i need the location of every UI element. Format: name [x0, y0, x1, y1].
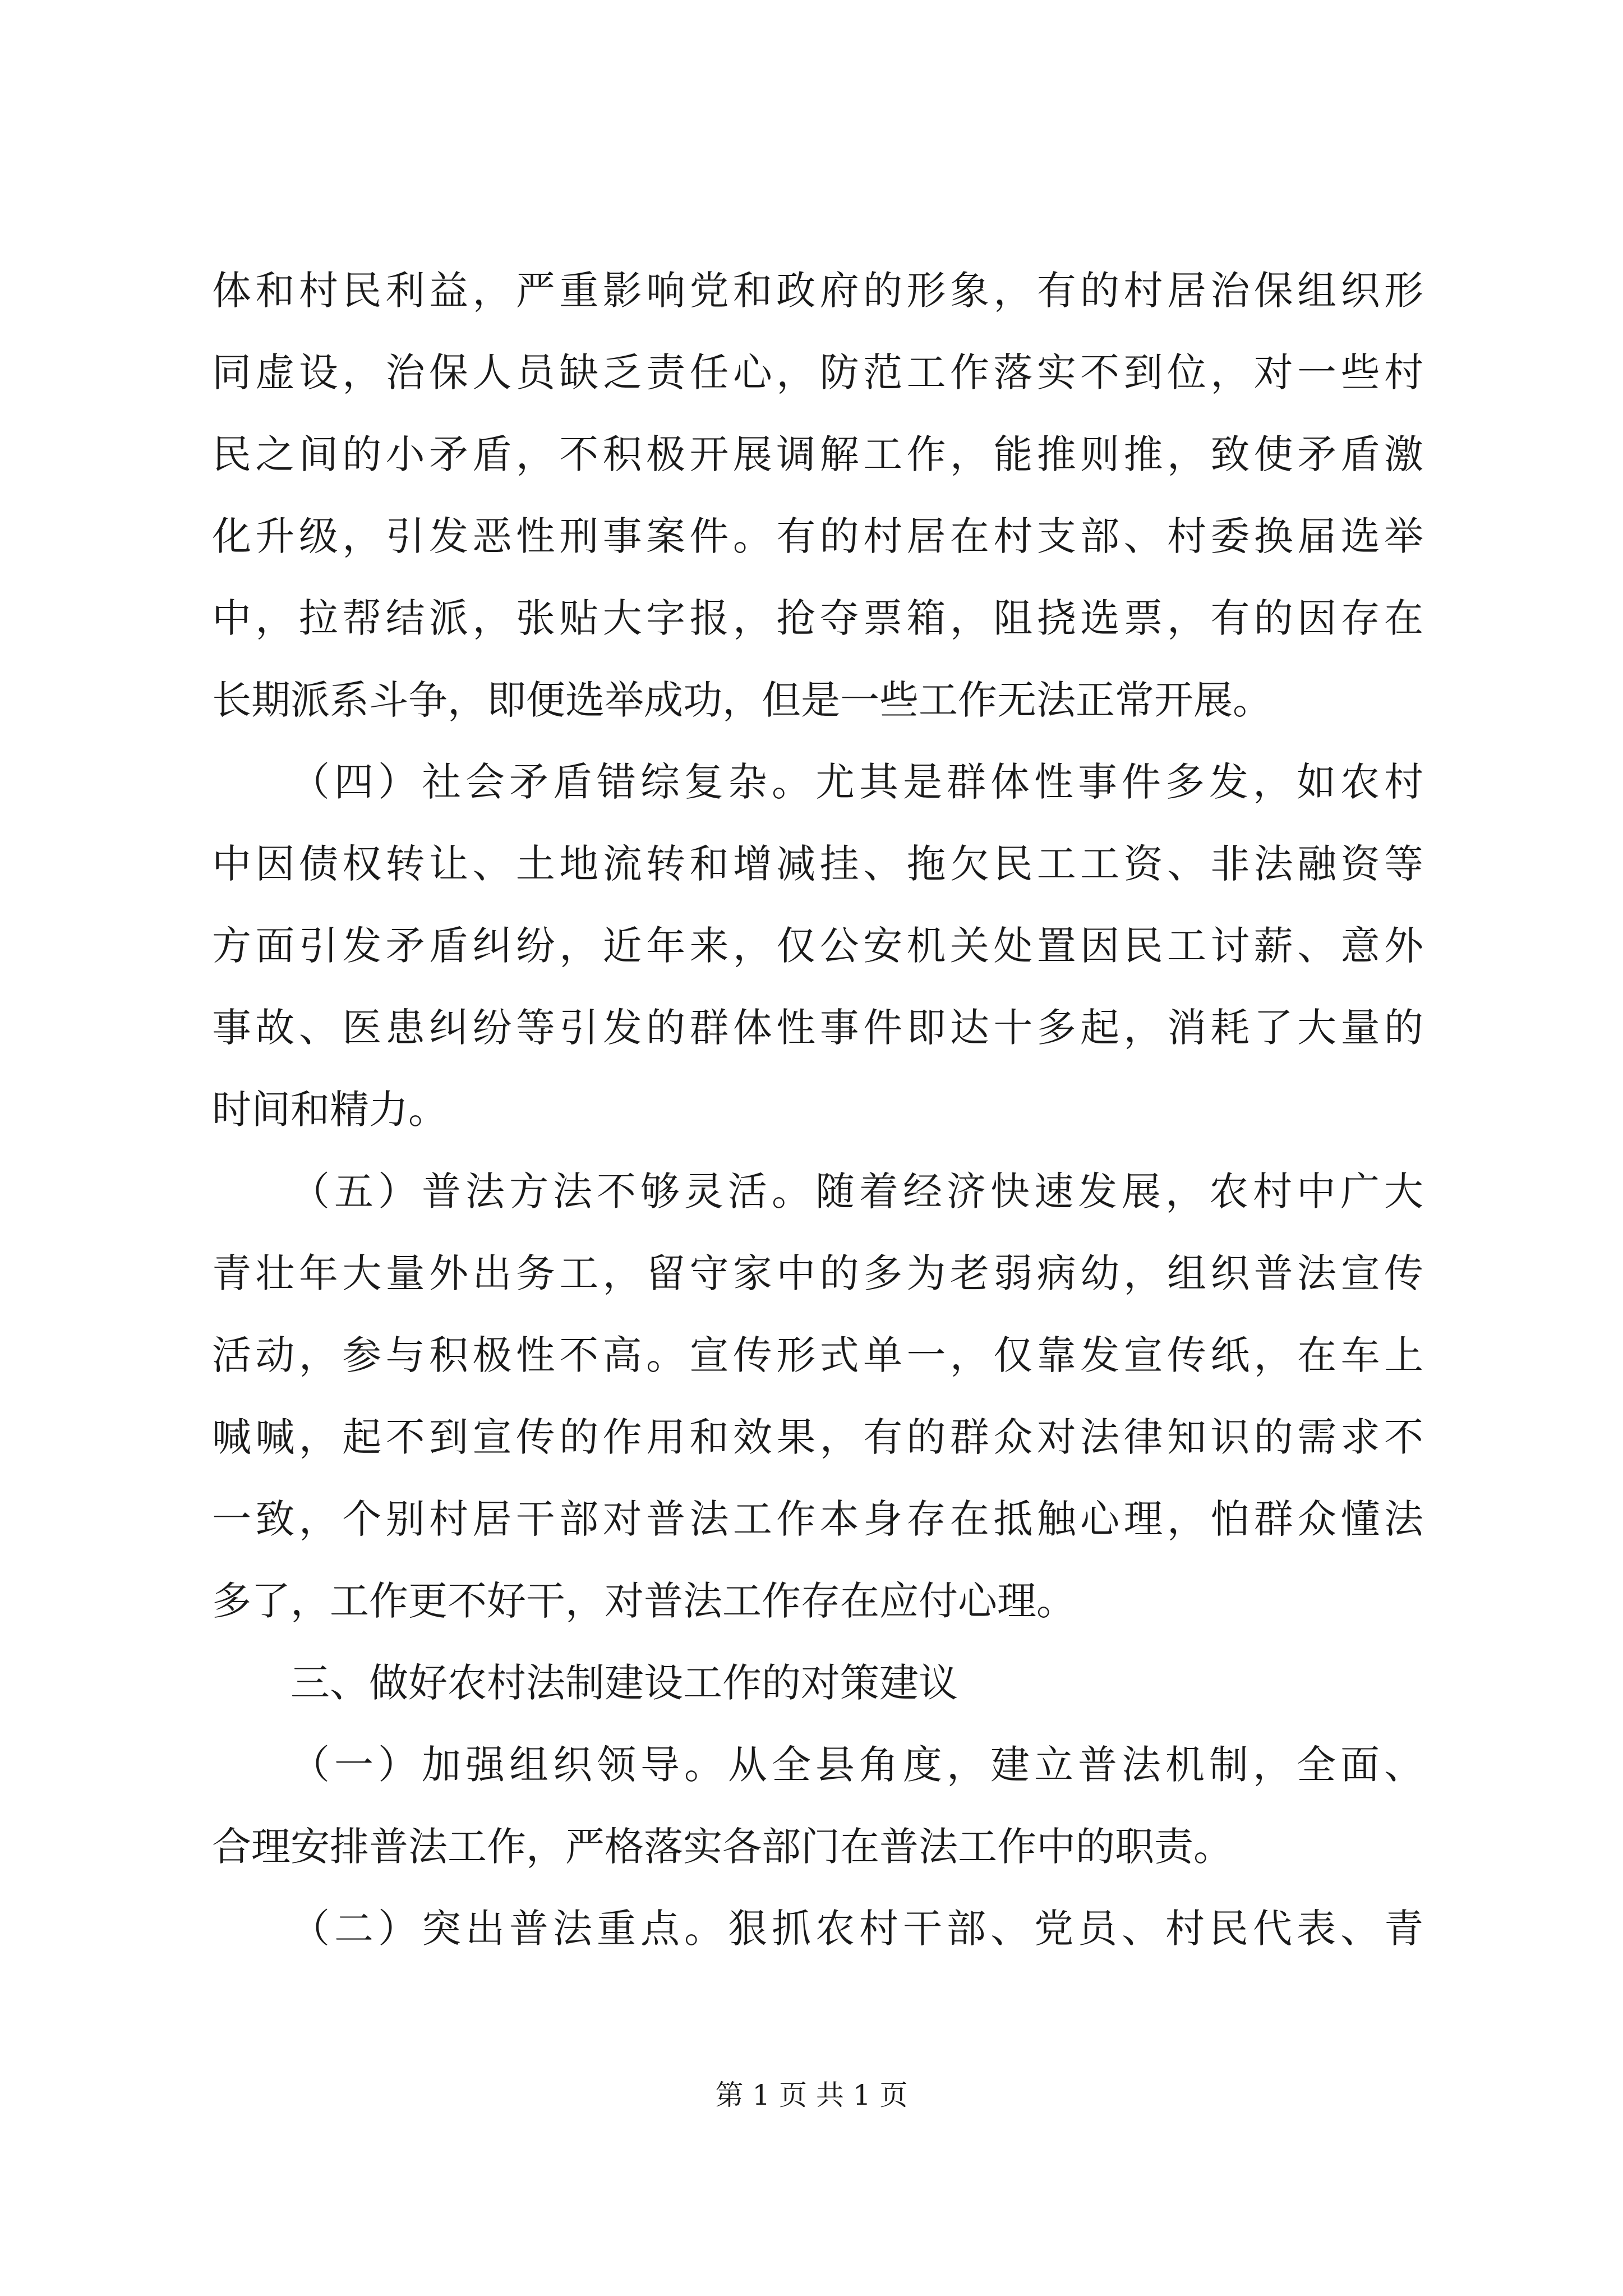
- text-line: 体和村民利益，严重影响党和政府的形象，有的村居治保组织形: [212, 268, 1423, 314]
- text-line: 一致，个别村居干部对普法工作本身存在抵触心理，怕群众懂法: [212, 1496, 1423, 1542]
- text-line: 喊喊，起不到宣传的作用和效果，有的群众对法律知识的需求不: [212, 1414, 1423, 1460]
- text-line: 中因债权转让、土地流转和增减挂、拖欠民工工资、非法融资等: [212, 841, 1423, 887]
- paragraph-heading-line: （四）社会矛盾错综复杂。尤其是群体性事件多发，如农村: [291, 759, 1423, 805]
- text-line: 事故、医患纠纷等引发的群体性事件即达十多起，消耗了大量的: [212, 1005, 1423, 1051]
- page-number: 第 1 页 共 1 页: [715, 2079, 908, 2111]
- document-body: [212, 250, 1423, 1970]
- text-line: 活动，参与积极性不高。宣传形式单一，仅靠发宣传纸，在车上: [212, 1332, 1423, 1378]
- text-line: 化升级，引发恶性刑事案件。有的村居在村支部、村委换届选举: [212, 513, 1423, 559]
- text-line: 民之间的小矛盾，不积极开展调解工作，能推则推，致使矛盾激: [212, 431, 1423, 477]
- paragraph-heading-line: （五）普法方法不够灵活。随着经济快速发展，农村中广大: [291, 1168, 1423, 1214]
- section-heading: 三、做好农村法制建设工作的对策建议: [291, 1660, 958, 1706]
- text-line: 时间和精力。: [212, 1087, 448, 1133]
- text-line: 青壮年大量外出务工，留守家中的多为老弱病幼，组织普法宣传: [212, 1250, 1423, 1296]
- paragraph-heading-line: （一）加强组织领导。从全县角度，建立普法机制，全面、: [291, 1742, 1423, 1788]
- text-line: 方面引发矛盾纠纷，近年来，仅公安机关处置因民工讨薪、意外: [212, 923, 1423, 969]
- text-line: 中，拉帮结派，张贴大字报，抢夺票箱，阻挠选票，有的因存在: [212, 595, 1423, 641]
- text-line: 同虚设，治保人员缺乏责任心，防范工作落实不到位，对一些村: [212, 349, 1423, 395]
- text-line: 多了，工作更不好干，对普法工作存在应付心理。: [212, 1578, 1076, 1624]
- paragraph-heading-line: （二）突出普法重点。狠抓农村干部、党员、村民代表、青: [291, 1906, 1423, 1952]
- text-line: 长期派系斗争，即便选举成功，但是一些工作无法正常开展。: [212, 677, 1272, 723]
- page-footer: [0, 2076, 1623, 2115]
- text-line: 合理安排普法工作，严格落实各部门在普法工作中的职责。: [212, 1824, 1233, 1870]
